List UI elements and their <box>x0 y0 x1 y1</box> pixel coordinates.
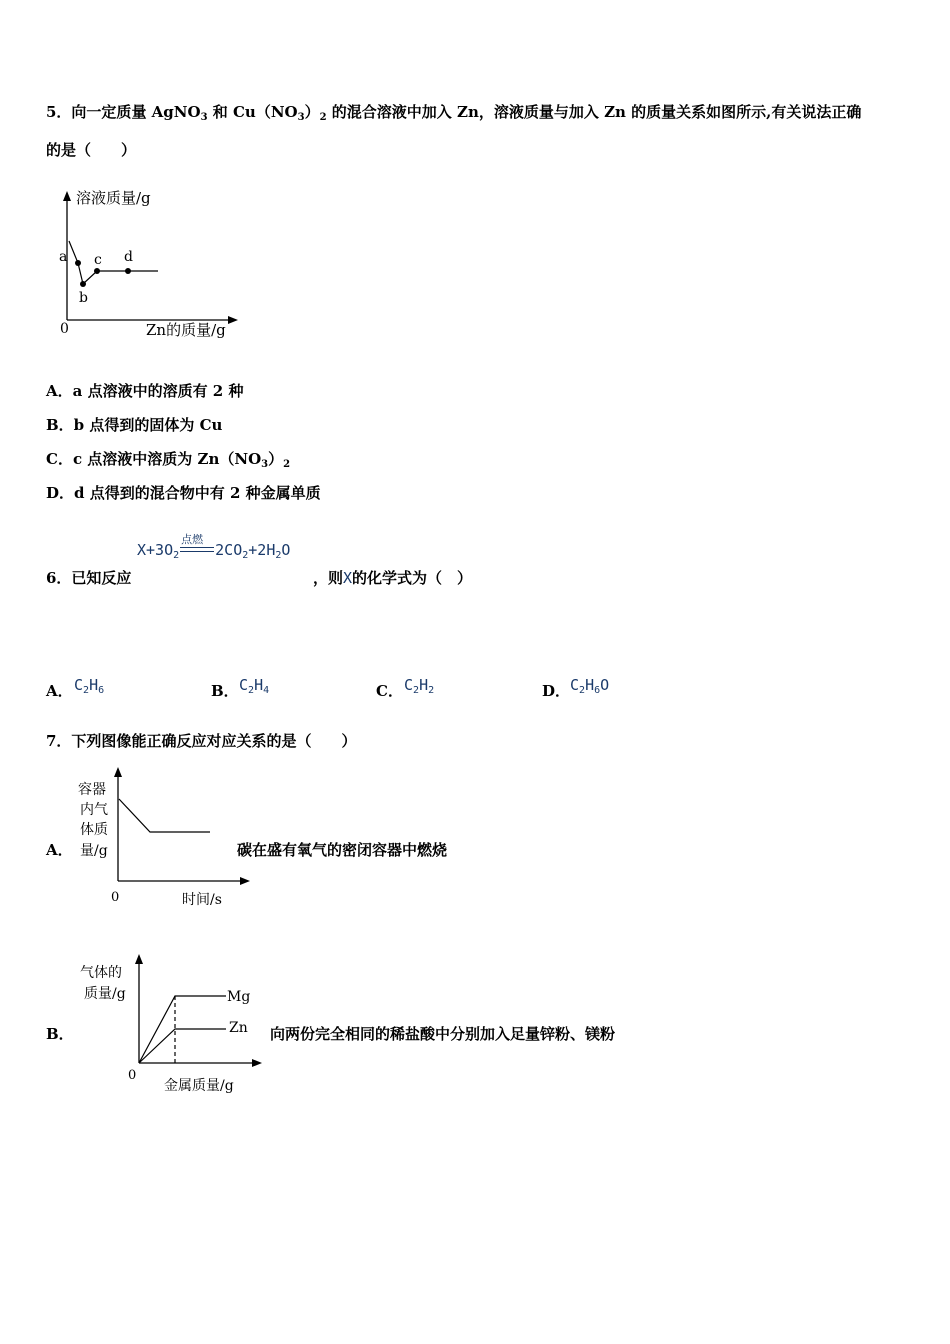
option-label: A． <box>46 682 73 700</box>
subscript: 2 <box>173 550 180 561</box>
q7-a-label: A． <box>46 841 73 859</box>
x-axis-arrow <box>240 877 250 885</box>
q7-b-label: B． <box>46 1025 74 1043</box>
point-b <box>80 281 86 287</box>
x-axis-label: 金属质量/g <box>164 1078 234 1094</box>
option-formula: $C_2H_2$ <box>404 676 435 696</box>
q5-stem-part: ） <box>304 103 320 121</box>
x-axis-label: Zn的质量/g <box>146 321 226 339</box>
x-axis-arrow <box>252 1059 262 1067</box>
q5-curve <box>69 241 158 284</box>
option-formula: $C_2H_4$ <box>239 676 270 696</box>
q5-stem-part: 5．向一定质量 AgNO <box>46 103 201 121</box>
y-label-line4: 量/g <box>80 843 108 859</box>
y-axis-arrow <box>114 767 122 777</box>
origin-label: 0 <box>128 1068 137 1083</box>
q7-a-curve <box>119 799 210 832</box>
option-text: C．c 点溶液中溶质为 Zn（NO <box>46 450 262 468</box>
option-formula: $C_2H_6$ <box>74 676 105 696</box>
y-label-line1: 气体的 <box>80 965 122 981</box>
y-axis-label: 溶液质量/g <box>76 189 151 207</box>
q5-option-a: A．a 点溶液中的溶质有 2 种 <box>46 382 244 400</box>
subscript: 2 <box>242 550 249 561</box>
origin-label: 0 <box>60 321 69 337</box>
q7-a-desc: 碳在盛有氧气的密闭容器中燃烧 <box>237 841 448 859</box>
q5-stem-part: 的混合溶液中加入 Zn，溶液质量与加入 Zn 的质量关系如图所示,有关说法正确 <box>326 103 862 121</box>
series-zn-line <box>139 1029 226 1063</box>
label-b: b <box>79 290 88 306</box>
q7-b-chart <box>76 950 276 1100</box>
y-label-line2: 内气 <box>80 802 108 818</box>
subscript: 3 <box>200 112 208 123</box>
q5-stem-line1 <box>46 103 861 127</box>
q5-option-b: B．b 点得到的固体为 Cu <box>46 416 223 434</box>
q5-stem-part: 和 Cu（NO <box>207 103 298 121</box>
eq-part: +2H <box>248 541 276 559</box>
q5-option-d: D．d 点得到的混合物中有 2 种金属单质 <box>46 484 321 502</box>
y-label-line2: 质量/g <box>84 986 126 1002</box>
y-label-line1: 容器 <box>78 782 106 798</box>
origin-label: 0 <box>111 890 120 905</box>
y-label-line3: 体质 <box>80 822 108 838</box>
q5-stem-line2: 的是（ ） <box>46 141 137 159</box>
subscript: 2 <box>319 112 327 123</box>
x-axis-arrow <box>228 316 238 324</box>
q6-stem-part: 的化学式为（ ） <box>352 569 473 587</box>
subscript: 3 <box>297 112 305 123</box>
series-zn-label: Zn <box>229 1020 248 1036</box>
option-formula: $C_2H_6O$ <box>570 676 610 696</box>
label-d: d <box>124 249 133 265</box>
subscript: 2 <box>275 550 282 561</box>
q7-b-desc: 向两份完全相同的稀盐酸中分别加入足量锌粉、镁粉 <box>270 1025 616 1043</box>
q6-stem-pre: 6．已知反应 <box>46 569 132 587</box>
eq-arrow <box>180 533 214 555</box>
q7-a-chart <box>74 763 254 908</box>
eq-double-line <box>180 547 214 552</box>
point-a <box>75 260 81 266</box>
label-c: c <box>94 252 102 268</box>
point-d <box>125 268 131 274</box>
q5-option-c <box>46 450 290 474</box>
option-label: D． <box>542 682 571 700</box>
q6-stem-post <box>313 569 472 587</box>
eq-part: 2CO <box>215 541 243 559</box>
q6-stem-part: ，则 <box>313 569 344 587</box>
x-axis-label: 时间/s <box>182 892 222 908</box>
q6-x: X <box>343 569 353 587</box>
subscript: 3 <box>261 459 269 470</box>
y-axis-arrow <box>63 191 71 201</box>
q5-chart <box>50 183 250 343</box>
option-label: B． <box>211 682 239 700</box>
option-text: ） <box>268 450 284 468</box>
option-label: C． <box>376 682 403 700</box>
series-mg-label: Mg <box>227 989 251 1005</box>
q7-stem: 7．下列图像能正确反应对应关系的是（ ） <box>46 732 357 750</box>
subscript: 2 <box>283 459 291 470</box>
point-c <box>94 268 100 274</box>
eq-condition: 点燃 <box>181 533 204 546</box>
q6-equation <box>137 533 291 561</box>
label-a: a <box>59 249 68 265</box>
eq-part: O <box>281 541 291 559</box>
eq-part: X+3O <box>137 541 174 559</box>
y-axis-arrow <box>135 954 143 964</box>
